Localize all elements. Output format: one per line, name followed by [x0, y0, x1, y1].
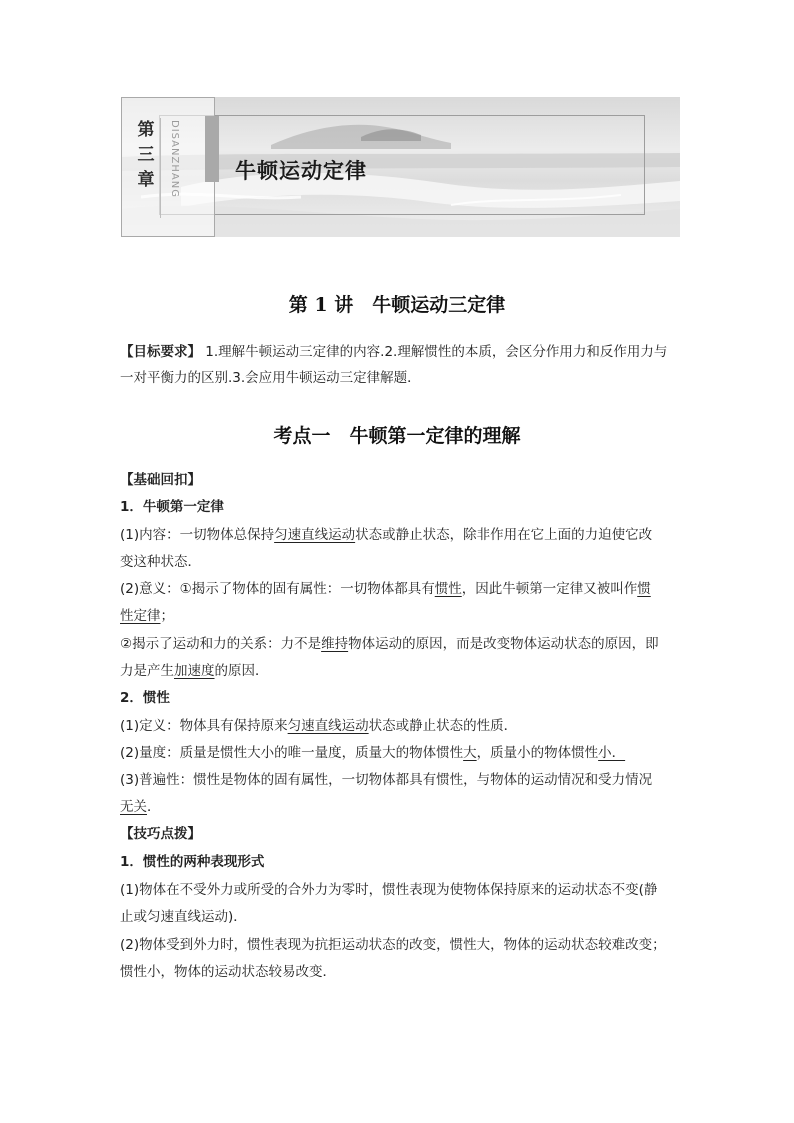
text: (2)量度：质量是惯性大小的唯一量度，质量大的物体惯性: [120, 745, 464, 761]
lecture-title: 第 1 讲 牛顿运动三定律: [288, 294, 506, 316]
text: ．: [147, 799, 161, 815]
chapter-label-box: [121, 97, 215, 237]
chapter-title: 牛顿运动定律: [235, 159, 367, 183]
heading-inertia-forms: 1．惯性的两种表现形式: [120, 854, 265, 870]
text: ，因此牛顿第一定律又被叫作: [461, 581, 638, 597]
blank-answer: 惯性: [434, 581, 462, 597]
objectives-line-2: 一对平衡力的区别.3.会应用牛顿运动三定律解题．: [120, 370, 421, 386]
paragraph-form-2-line-2: 惯性小，物体的运动状态较易改变．: [120, 964, 336, 980]
text: 物体运动的原因，而是改变物体运动状态的原因，即: [348, 636, 659, 652]
chapter-char-1: 第: [137, 120, 155, 140]
chapter-char-3: 章: [137, 170, 155, 190]
heading-inertia: 2．惯性: [120, 690, 170, 706]
objectives-line-1: [120, 342, 667, 362]
paragraph-relation-line-1: [120, 634, 659, 654]
blank-answer: 无关: [120, 799, 147, 815]
paragraph-content-line-1: [120, 525, 652, 545]
paragraph-measure: [120, 743, 625, 763]
text: (1)定义：物体具有保持原来: [120, 718, 288, 734]
blank-answer: 惯: [637, 581, 651, 597]
tips-label: 【技巧点拨】: [120, 826, 201, 842]
text: (2)意义：①揭示了物体的固有属性：一切物体都具有: [120, 581, 435, 597]
text: 力是产生: [120, 663, 174, 679]
paragraph-form-1-line-1: (1)物体在不受外力或所受的合外力为零时，惯性表现为使物体保持原来的运动状态不变(静: [120, 882, 658, 898]
title-accent-bar: [205, 116, 219, 182]
blank-answer: 维持: [321, 636, 349, 652]
blank-answer: 加速度: [174, 663, 215, 679]
section-title: 考点一 牛顿第一定律的理解: [273, 425, 521, 447]
paragraph-relation-line-2: [120, 661, 269, 681]
paragraph-content-line-2: 变这种状态．: [120, 554, 201, 570]
objectives-text-1: 1.理解牛顿运动三定律的内容.2.理解惯性的本质，会区分作用力和反作用力与: [201, 344, 668, 360]
chapter-banner: [121, 97, 680, 237]
paragraph-definition: [120, 716, 517, 736]
text: (1)内容：一切物体总保持: [120, 527, 275, 543]
text: ；: [160, 608, 174, 624]
chapter-char-2: 三: [137, 145, 155, 165]
basics-label: 【基础回扣】: [120, 472, 201, 488]
text: 状态或静止状态的性质．: [368, 718, 518, 734]
text: ②揭示了运动和力的关系：力不是: [120, 636, 322, 652]
blank-answer: 匀速直线运动: [274, 527, 356, 543]
blank-answer: 匀速直线运动: [287, 718, 369, 734]
paragraph-meaning-line-1: [120, 579, 651, 599]
blank-answer: 性定律: [120, 608, 161, 624]
paragraph-universality-line-2: [120, 797, 161, 817]
paragraph-form-2-line-1: (2)物体受到外力时，惯性表现为抗拒运动状态的改变，惯性大，物体的运动状态较难改变；: [120, 937, 666, 953]
blank-answer: 小．: [598, 745, 626, 761]
text: ，质量小的物体惯性: [476, 745, 599, 761]
chapter-pinyin: DISANZHANG: [169, 120, 180, 198]
heading-newton-first-law: 1．牛顿第一定律: [120, 499, 224, 515]
paragraph-universality-line-1: (3)普遍性：惯性是物体的固有属性，一切物体都具有惯性，与物体的运动情况和受力情况: [120, 772, 653, 788]
text: 的原因．: [214, 663, 269, 679]
title-frame: [159, 115, 645, 215]
text: 状态或静止状态，除非作用在它上面的力迫使它改: [355, 527, 653, 543]
blank-answer: 大: [463, 745, 477, 761]
paragraph-meaning-line-2: [120, 606, 174, 626]
paragraph-form-1-line-2: 止或匀速直线运动)．: [120, 909, 247, 925]
objectives-label: 【目标要求】: [120, 344, 201, 360]
